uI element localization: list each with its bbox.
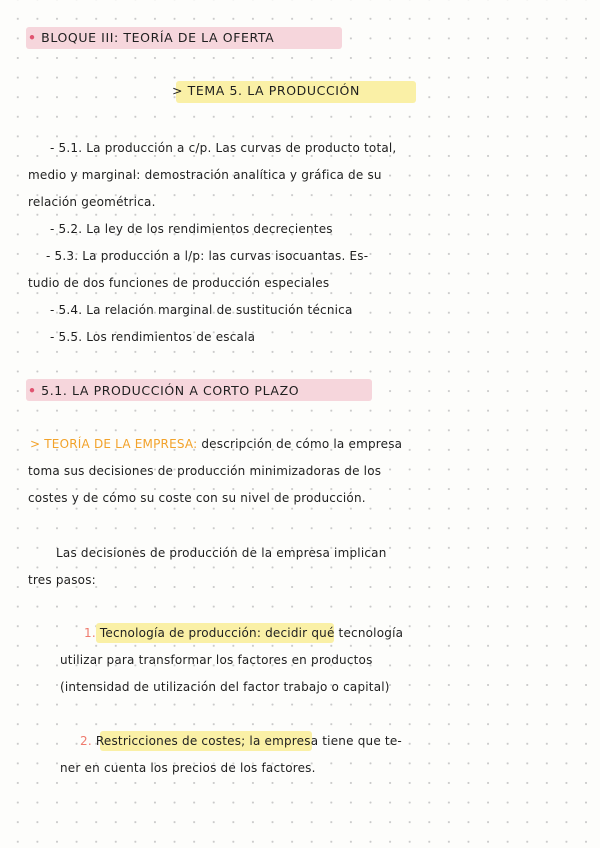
step1-term: Tecnología de producción bbox=[99, 626, 257, 640]
intro-line: tres pasos: bbox=[28, 573, 96, 587]
index-line: - 5.5. Los rendimientos de escala bbox=[50, 330, 256, 344]
block-title bbox=[28, 30, 274, 46]
step1-line-1 bbox=[84, 625, 403, 641]
index-line: tudio de dos funciones de producción especiales bbox=[28, 276, 330, 290]
theory-line-1-rest: descripción de cómo la empresa bbox=[201, 437, 403, 451]
step2-line: ner en cuenta los precios de los factores. bbox=[60, 761, 316, 775]
index-line: - 5.4. La relación marginal de sustitución técnica bbox=[50, 303, 353, 317]
theory-line-1 bbox=[30, 436, 402, 452]
index-line: relación geométrica. bbox=[28, 195, 156, 209]
index-line: - 5.2. La ley de los rendimientos decrecientes bbox=[50, 222, 333, 236]
step2-number: 2. bbox=[80, 734, 92, 748]
section-title bbox=[28, 383, 299, 399]
step2-term: Restricciones de costes bbox=[95, 734, 242, 748]
step1-line-1-rest: : decidir qué tecnología bbox=[256, 626, 404, 640]
intro-line: Las decisiones de producción de la empresa implican bbox=[56, 546, 387, 560]
index-line: - 5.3. La producción a l/p: las curvas isocuantas. Es- bbox=[46, 249, 369, 263]
step1-line: (intensidad de utilización del factor trabajo o capital) bbox=[60, 680, 390, 694]
topic-marker: > bbox=[172, 83, 184, 98]
topic-title-text: TEMA 5. LA PRODUCCIÓN bbox=[187, 83, 360, 98]
section-title-text: 5.1. LA PRODUCCIÓN A CORTO PLAZO bbox=[41, 383, 300, 398]
step2-line-1-rest: ; la empresa tiene que te- bbox=[241, 734, 402, 748]
step2-line-1 bbox=[80, 733, 402, 749]
block-bullet: • bbox=[28, 30, 37, 45]
block-title-text: BLOQUE III: TEORÍA DE LA OFERTA bbox=[41, 30, 275, 45]
index-line: medio y marginal: demostración analítica y gráfica de su bbox=[28, 168, 382, 182]
step1-number: 1. bbox=[84, 626, 96, 640]
section-bullet: • bbox=[28, 383, 37, 398]
theory-term: TEORÍA DE LA EMPRESA: bbox=[44, 437, 198, 451]
theory-line: costes y de cómo su coste con su nivel de producción. bbox=[28, 491, 366, 505]
step1-line: utilizar para transformar los factores en productos bbox=[60, 653, 373, 667]
topic-title bbox=[172, 83, 360, 99]
theory-marker: > bbox=[30, 437, 41, 451]
theory-line: toma sus decisiones de producción minimizadoras de los bbox=[28, 464, 382, 478]
index-line: - 5.1. La producción a c/p. Las curvas de producto total, bbox=[50, 141, 397, 155]
